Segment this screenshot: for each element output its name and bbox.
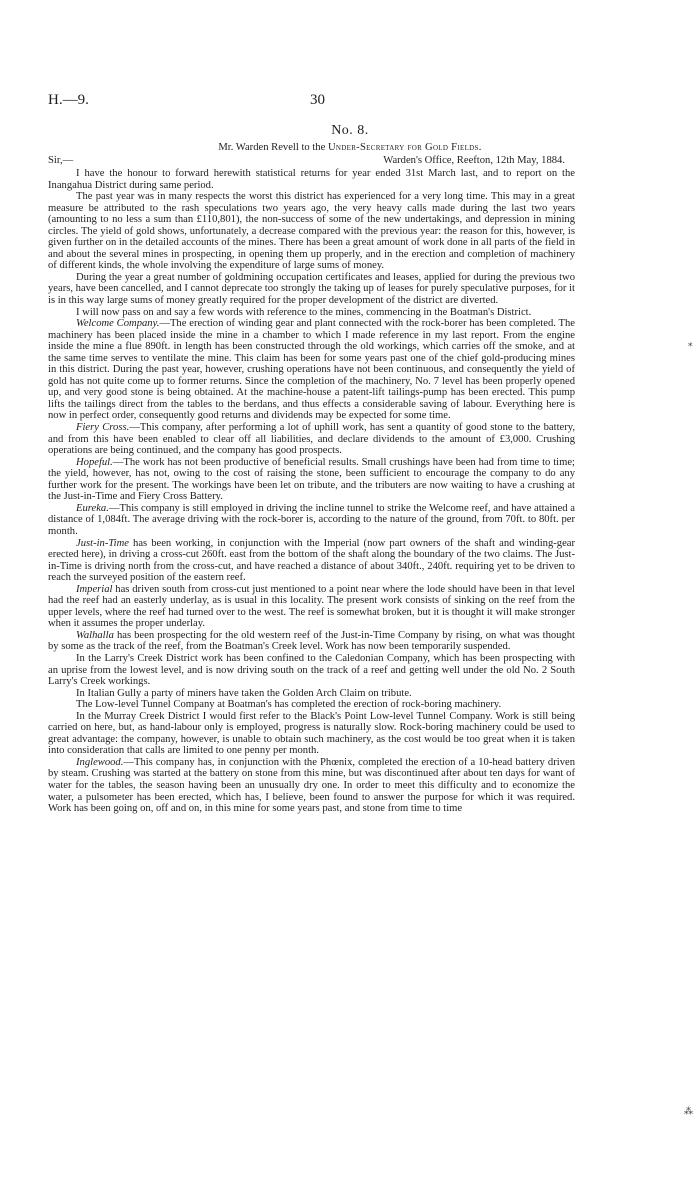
paragraph	[48, 272, 575, 307]
paragraph-lead: Welcome Company.	[76, 318, 160, 330]
office-date-line: Warden's Office, Reefton, 12th May, 1884.	[383, 155, 565, 166]
paragraph-text: The Low-level Tunnel Company at Boatman's has completed the erection of rock-boring machinery.	[76, 699, 502, 711]
page-number: 30	[310, 92, 325, 108]
sender: Mr. Warden Revell	[218, 142, 299, 153]
paragraph-text: In Italian Gully a party of miners have taken the Golden Arch Claim on tribute.	[76, 687, 412, 699]
paragraph	[48, 307, 575, 319]
page-reference: H.—9.	[48, 92, 89, 108]
paragraph-text: has driven south from cross-cut just mentioned to a point near where the lode should have been in that level had the reef had an easterly underlay, as is usual in this locality. The present work consists of sinking on the reef from the upper levels, where the reef had turned over to the west. The reef is somewhat broken, but it is thought it will make stronger when it assumes the proper underlay.	[48, 583, 575, 630]
paragraph	[48, 711, 575, 757]
paragraph	[48, 584, 575, 630]
paragraph	[48, 503, 575, 538]
paragraph-text: —This company is still employed in driving the incline tunnel to strike the Welcome reef, and have attained a distance of 1,084ft. The average driving with the rock-borer is, according to the nature of the ground, from 70ft. to 80ft. per month.	[48, 502, 575, 537]
paragraph-text: I have the honour to forward herewith statistical returns for year ended 31st March last, and to report on the Inangahua District during same period.	[48, 168, 575, 191]
paragraph-lead: Inglewood.	[76, 756, 124, 768]
address-line	[0, 142, 700, 153]
margin-mark: ⁂	[684, 1106, 693, 1116]
paragraph	[48, 457, 575, 503]
paragraph	[48, 191, 575, 272]
to-prefix: to the	[301, 142, 326, 153]
paragraph	[48, 699, 575, 711]
paragraph-text: —The erection of winding gear and plant connected with the rock-borer has been completed. The machinery has been placed inside the mine in a chamber to which I made reference in my last report. From the engine inside the mine a flue 890ft. in length has been constructed through the old workings, which carries off the smoke, and at the same time serves to ventilate the mine. This claim has been for some years past one of the chief gold-producing mines in this district. During the past year, however, crushing operations have not been continuous, and consequently the yield of gold has not quite come up to former returns. Since the completion of the machinery, No. 7 level has been properly opened up, and very good stone is being obtained. At the machine-house a patent-lift tailings-pump has been erected. This pump lifts the tailings direct from the tables to the berdans, and thus effects a considerable saving of labour. Everything here is now in perfect order, consequently good returns and dividends may be expected for some time.	[48, 318, 575, 422]
paragraph-text: In the Larry's Creek District work has been confined to the Caledonian Company, which has been prospecting with an uprise from the lowest level, and is now driving south on the track of a reef and getting well under the old No. 2 South Larry's Creek workings.	[48, 652, 575, 688]
paragraph	[48, 757, 575, 815]
paragraph-text: In the Murray Creek District I would first refer to the Black's Point Low-level Tunnel Company. Work is still being carried on here, but, as hand-labour only is employed, progress is naturally slow. Rock-boring machinery could be used to great advantage: the company, however, is unable to obtain such machinery, as the cost would be too great when it is taken into consideration that calls are limited to one penny per month.	[48, 710, 575, 757]
paragraph-lead: Imperial	[76, 583, 113, 595]
paragraph	[48, 538, 575, 584]
margin-mark: ⁎	[688, 338, 693, 348]
paragraph-text: —The work has not been productive of beneficial results. Small crushings have been had from time to time; the yield, however, has not, owing to the cost of raising the stone, been sufficient to encourage the company to do any further work for the present. The workings have been let on tribute, and the tributers are now waiting to have a crushing at the Just-in-Time and Fiery Cross Battery.	[48, 456, 575, 503]
paragraph-text: has been working, in conjunction with the Imperial (now part owners of the shaft and winding-gear erected here), in driving a cross-cut 260ft. east from the bottom of the shaft along the boundary of the two claims. The Just-in-Time is driving north from the cross-cut, and have reached a distance of about 340ft., 240ft. requiring yet to be driven to reach the surveyed position of the eastern reef.	[48, 537, 575, 584]
paragraph-lead: Hopeful.	[76, 456, 113, 468]
paragraph-lead: Fiery Cross.	[76, 422, 130, 434]
paragraph	[48, 688, 575, 700]
paragraph	[48, 168, 575, 191]
paragraph-text: During the year a great number of goldmining occupation certificates and leases, applied for during the previous two years, have been cancelled, and I cannot deprecate too strongly the taking up of leases for purely speculative purposes, for it is in this way large sums of money greatly required for the proper development of the district are diverted.	[48, 271, 575, 307]
paragraph-text: I will now pass on and say a few words with reference to the mines, commencing in the Boatman's District.	[76, 306, 532, 318]
paragraph-text: The past year was in many respects the worst this district has experienced for a very long time. This may in a great measure be attributed to the rash speculations two years ago, the very heavy calls made during the last two years (amounting to no less a sum than £110,801), the non-success of some of the new undertakings, and depression in mining circles. The yield of gold shows, unfortunately, a decrease compared with the previous year: the reason for this, however, is given further on in the detailed accounts of the mines. There has been a great amount of work done in all parts of the field in and about the several mines in prospecting, in opening them up properly, and in the erection and completion of machinery of different kinds, the whole involving the expenditure of large sums of money.	[48, 191, 575, 272]
paragraph	[48, 318, 575, 422]
report-body	[48, 168, 575, 815]
paragraph-lead: Just-in-Time	[76, 537, 129, 549]
paragraph	[48, 653, 575, 688]
paragraph-lead: Eureka.	[76, 502, 109, 514]
paragraph-text: —This company, after performing a lot of uphill work, has sent a quantity of good stone to the battery, and from this have been enabled to clear off all liabilities, and declare dividends to the amount of £3,000. Crushing operations are being continued, and the company has good prospects.	[48, 422, 575, 457]
paragraph-text: has been prospecting for the old western reef of the Just-in-Time Company by rising, on what was thought by some as the track of the reef, from the Boatman's Creek level. Work has now been temporarily suspended.	[48, 629, 575, 653]
recipient: Under-Secretary for Gold Fields.	[327, 142, 482, 153]
salutation: Sir,—	[48, 155, 74, 166]
paragraph	[48, 422, 575, 457]
paragraph	[48, 630, 575, 653]
document-number: No. 8.	[331, 123, 369, 138]
paragraph-text: —This company has, in conjunction with the Phœnix, completed the erection of a 10-head battery driven by steam. Crushing was started at the battery on stone from this mine, but was discontinued after about ten days for want of water for the tables, the season having been an unusually dry one. In order to meet this difficulty and to economize the water, a pulsometer has been erected, which has, I believe, been found to answer the purpose for which it was required. Work has been going on, off and on, in this mine for some years past, and stone from time to time	[48, 756, 575, 815]
paragraph-lead: Walhalla	[76, 629, 114, 641]
